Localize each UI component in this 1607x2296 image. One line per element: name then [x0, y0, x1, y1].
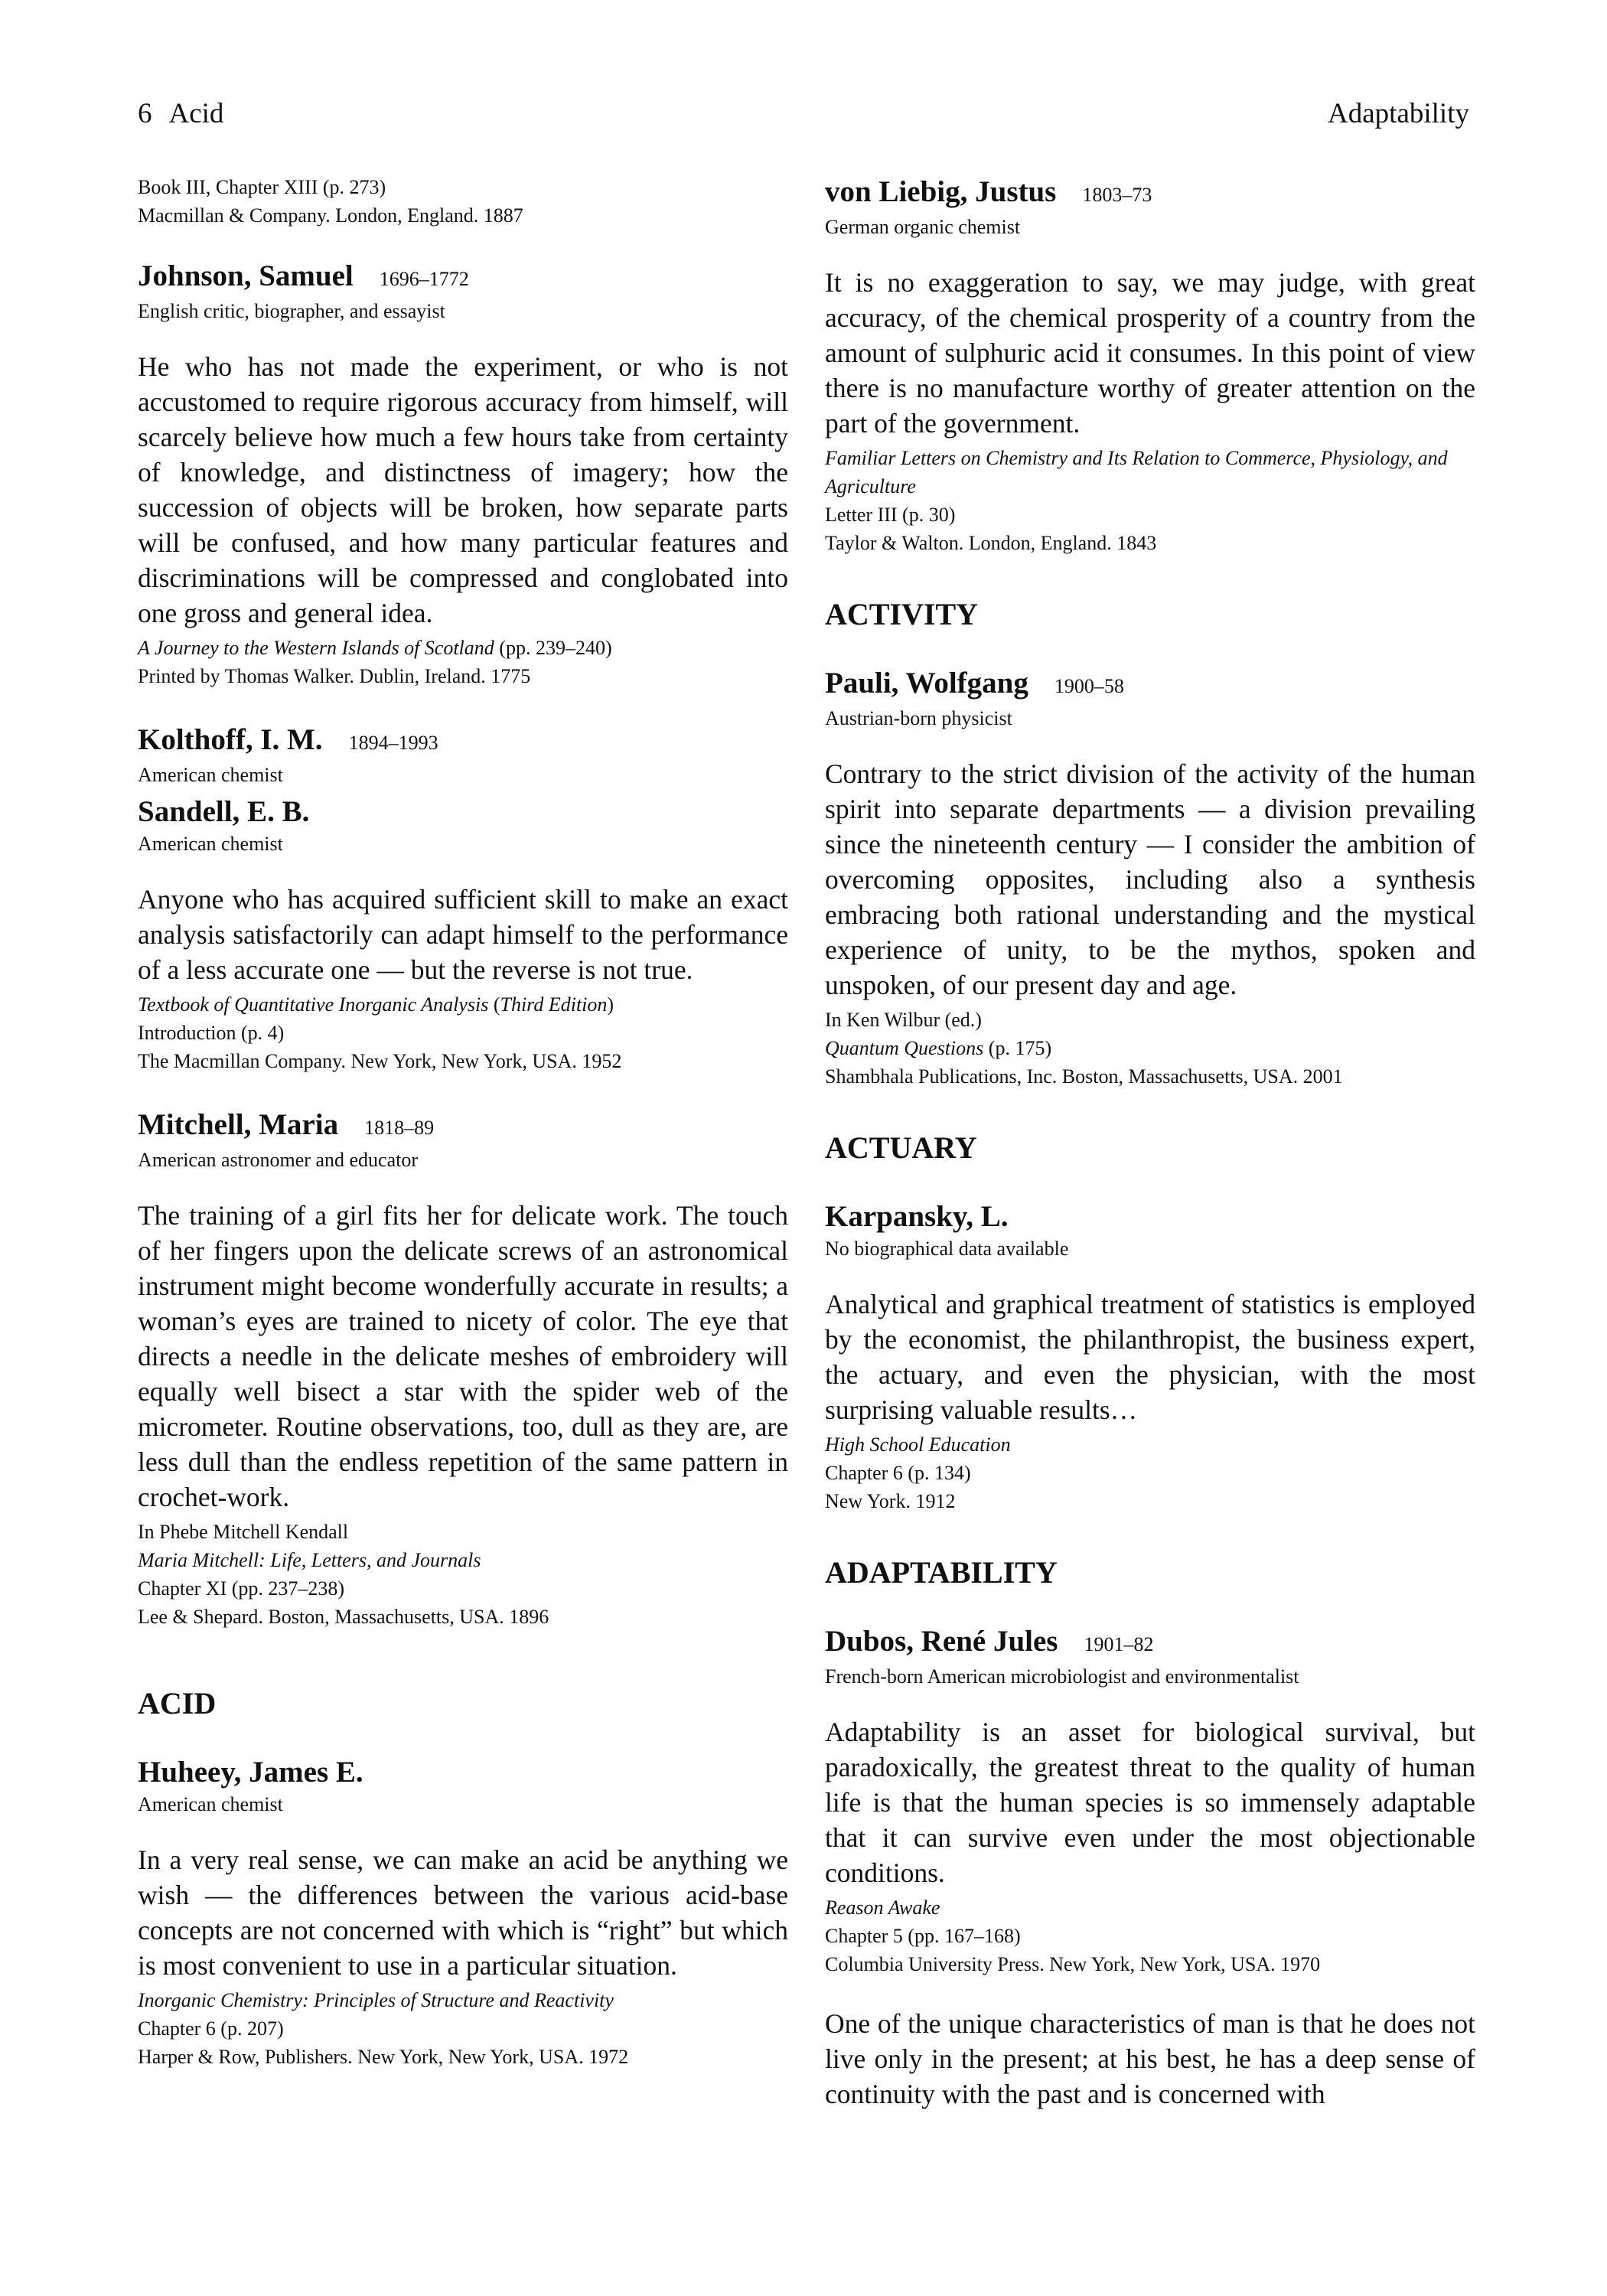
publisher: Shambhala Publications, Inc. Boston, Massachusetts, USA. 2001 — [825, 1065, 1343, 1088]
author-description: No biographical data available — [825, 1238, 1069, 1260]
work-title: Quantum Questions — [825, 1037, 984, 1059]
source-chapter: Book III, Chapter XIII (p. 273) — [138, 176, 386, 198]
entry-dubos — [825, 1623, 1475, 2112]
author-name: Huheey, James E. — [138, 1756, 363, 1789]
quotation: It is no exaggeration to say, we may judge, with great accuracy, of the chemical prosperity of a country from the amount of sulphuric acid it consumes. In this point of view there is no manufacture worthy of greater attention on the part of the government. — [825, 267, 1475, 439]
author-name: Dubos, René Jules — [825, 1625, 1058, 1658]
author-description: French-born American microbiologist and environmentalist — [825, 1665, 1299, 1688]
author-dates: 1696–1772 — [379, 268, 469, 290]
citation — [825, 1006, 1475, 1091]
work-title: High School Education — [825, 1433, 1011, 1456]
work-title: Inorganic Chemistry: Principles of Structure and Reactivity — [138, 1989, 614, 2011]
work-edition: Third Edition — [500, 993, 608, 1016]
author-description: German organic chemist — [825, 216, 1021, 238]
right-running-word: Adaptability — [1328, 98, 1469, 129]
author-name: Sandell, E. B. — [138, 795, 310, 828]
left-running-word: Acid — [168, 98, 224, 129]
work-title: Maria Mitchell: Life, Letters, and Journals — [138, 1549, 481, 1571]
author-description: American chemist — [138, 764, 283, 786]
citation — [138, 1518, 788, 1631]
page-number: 6 — [138, 98, 152, 129]
author-description: English critic, biographer, and essayist — [138, 300, 445, 322]
publisher: The Macmillan Company. New York, New York, USA. 1952 — [138, 1050, 622, 1072]
quotation-continued: One of the unique characteristics of man is that he does not live only in the present; at his best, he has a deep sense of continuity with the past and is concerned with — [825, 2008, 1475, 2109]
work-title: A Journey to the Western Islands of Scotland — [138, 637, 494, 659]
author-dates: 1901–82 — [1084, 1633, 1154, 1655]
entry-pauli — [825, 664, 1475, 1091]
author-dates: 1894–1993 — [348, 732, 438, 754]
citation — [138, 1986, 788, 2071]
chapter: Introduction (p. 4) — [138, 1022, 285, 1044]
chapter: Chapter 6 (p. 134) — [825, 1462, 971, 1484]
quotation: In a very real sense, we can make an acid be anything we wish — the differences between the various acid-base concepts are not concerned with which is “right” but which is most convenient to use in a particular situation. — [138, 1844, 788, 1981]
chapter: Letter III (p. 30) — [825, 504, 956, 526]
work-title: Textbook of Quantitative Inorganic Analysis — [138, 993, 489, 1016]
author-name: Kolthoff, I. M. — [138, 723, 323, 756]
entry-johnson — [138, 257, 788, 690]
chapter: Chapter 5 (pp. 167–168) — [825, 1925, 1021, 1947]
entry-liebig — [825, 173, 1475, 557]
chapter: Chapter XI (pp. 237–238) — [138, 1577, 345, 1600]
entry-huheey — [138, 1753, 788, 2071]
editor: In Ken Wilbur (ed.) — [825, 1009, 982, 1031]
author-name: Pauli, Wolfgang — [825, 667, 1028, 700]
quotation: Anyone who has acquired sufficient skill to make an exact analysis satisfactorily can adapt himself to the performance of a less accurate one — but the reverse is not true. — [138, 884, 788, 985]
running-head — [138, 93, 1469, 135]
author-description: Austrian-born physicist — [825, 707, 1012, 729]
work-title: Reason Awake — [825, 1896, 940, 1919]
right-column — [825, 173, 1475, 2112]
section-heading-activity: ACTIVITY — [825, 597, 979, 631]
citation — [138, 634, 788, 690]
author-description: American chemist — [138, 1793, 283, 1815]
quotation: Contrary to the strict division of the activity of the human spirit into separate departments — a division prevailing since the nineteenth century — I consider the ambition of overcoming opposites, including also a synthesis embracing both rational understanding and the mystical experience of unity, to be the mythos, spoken and unspoken, of our present day and age. — [825, 758, 1475, 1000]
entry-mitchell — [138, 1106, 788, 1631]
citation — [825, 444, 1475, 557]
work-pages: (pp. 239–240) — [494, 637, 612, 659]
author-name: von Liebig, Justus — [825, 175, 1057, 208]
section-heading-acid: ACID — [138, 1686, 217, 1720]
chapter: Chapter 6 (p. 207) — [138, 2017, 284, 2040]
publisher: Printed by Thomas Walker. Dublin, Ireland. 1775 — [138, 665, 531, 687]
citation — [825, 1893, 1475, 1978]
section-heading-adaptability: ADAPTABILITY — [825, 1555, 1058, 1590]
quotation: Adaptability is an asset for biological survival, but paradoxically, the greatest threat to the quality of human life is that the human species is so immensely adaptable that it can survive even under the most objectionable conditions. — [825, 1717, 1475, 1888]
author-dates: 1803–73 — [1082, 184, 1152, 206]
citation — [825, 1430, 1475, 1515]
publisher: New York. 1912 — [825, 1490, 956, 1512]
section-heading-actuary: ACTUARY — [825, 1130, 977, 1165]
publisher: Taylor & Walton. London, England. 1843 — [825, 532, 1157, 554]
continued-source — [138, 173, 788, 230]
publisher: Lee & Shepard. Boston, Massachusetts, USA. 1896 — [138, 1606, 549, 1628]
left-column — [138, 173, 788, 2071]
author-dates: 1900–58 — [1054, 675, 1124, 697]
author-name: Johnson, Samuel — [138, 259, 354, 292]
author-description: American chemist — [138, 833, 283, 855]
entry-karpansky — [825, 1198, 1475, 1515]
entry-kolthoff-sandell — [138, 721, 788, 1075]
work-pages: (p. 175) — [983, 1037, 1052, 1059]
publisher: Harper & Row, Publishers. New York, New York, USA. 1972 — [138, 2046, 629, 2068]
quotation: The training of a girl fits her for delicate work. The touch of her fingers upon the delicate screws of an astronomical instrument might become wonderfully accurate in results; a woman’s eyes are trained to nicety of color. The eye that directs a needle in the delicate meshes of embroidery will equally well bisect a star with the spider web of the micrometer. Routine observations, too, dull as they are, are less dull than the endless repetition of the same pattern in crochet-work. — [138, 1200, 788, 1512]
author-name: Mitchell, Maria — [138, 1108, 339, 1141]
citation: Textbook of Quantitative Inorganic Analysis (Third Edition) Introduction (p. 4) The Macmillan Company. New York, New York, USA. 1952 — [138, 990, 788, 1075]
source-publisher: Macmillan & Company. London, England. 1887 — [138, 204, 523, 227]
publisher: Columbia University Press. New York, New York, USA. 1970 — [825, 1953, 1321, 1975]
work-title: Familiar Letters on Chemistry and Its Relation to Commerce, Physiology, and Agriculture — [825, 447, 1448, 497]
author-name: Karpansky, L. — [825, 1200, 1009, 1233]
author-description: American astronomer and educator — [138, 1149, 419, 1171]
editor: In Phebe Mitchell Kendall — [138, 1521, 349, 1543]
quotation: He who has not made the experiment, or who is not accustomed to require rigorous accuracy from himself, will scarcely believe how much a few hours take from certainty of knowledge, and distinctness of imagery; how the succession of objects will be broken, how separate parts will be confused, and how many particular features and discriminations will be compressed and conglobated into one gross and general idea. — [138, 351, 788, 628]
quotation: Analytical and graphical treatment of statistics is employed by the economist, the philanthropist, the business expert, the actuary, and even the physician, with the most surprising valuable results… — [825, 1289, 1475, 1425]
author-dates: 1818–89 — [364, 1117, 435, 1139]
